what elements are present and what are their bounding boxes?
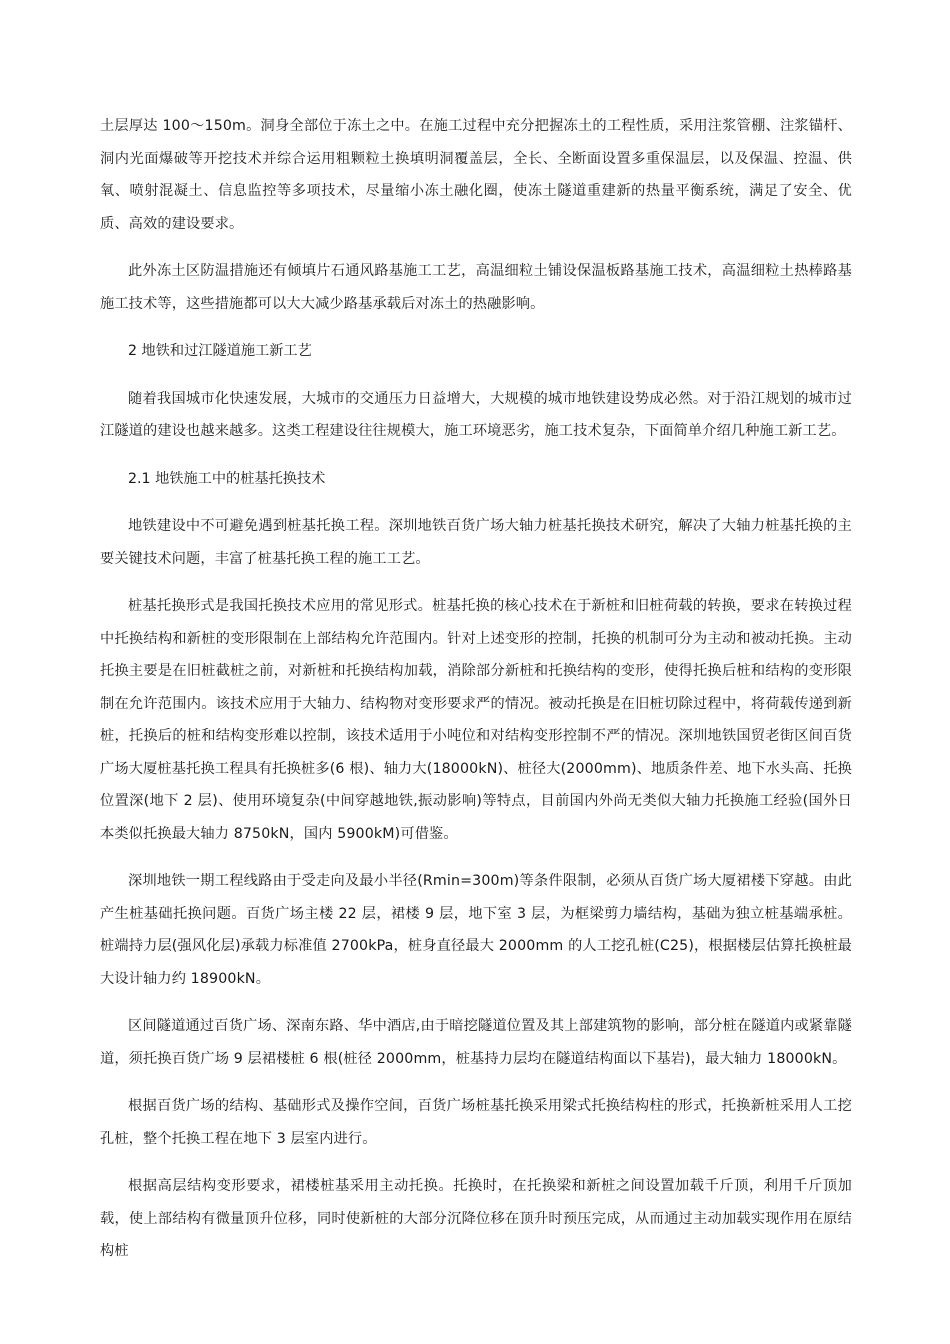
- paragraph-active-underpinning: 根据高层结构变形要求，裙楼桩基采用主动托换。托换时，在托换梁和新桩之间设置加载千斤顶，利用千斤顶加载，使上部结构有微量顶升位移，同时使新桩的大部分沉降位移在顶升时预压完成，从而通过主动加载实现作用在原结构桩: [100, 1178, 852, 1259]
- paragraph-pile-underpinning-intro: 地铁建设中不可避免遇到桩基托换工程。深圳地铁百货广场大轴力桩基托换技术研究，解决了大轴力桩基托换的主要关键技术问题，丰富了桩基托换工程的施工工艺。: [100, 518, 852, 567]
- paragraph-frozen-soil-tunnel: 土层厚达 100～150m。洞身全部位于冻土之中。在施工过程中充分把握冻土的工程性质，采用注浆管棚、注浆锚杆、洞内光面爆破等开挖技术并综合运用粗颗粒土换填明洞覆盖层，全长、全断面设置多重保温层，以及保温、控温、供氧、喷射混凝土、信息监控等多项技术，尽量缩小冻土融化圈，使冻土隧道重建新的热量平衡系统，满足了安全、优质、高效的建设要求。: [100, 118, 852, 232]
- paragraph-frozen-soil-measures: 此外冻土区防温措施还有倾填片石通风路基施工工艺，高温细粒土铺设保温板路基施工技术，高温细粒土热棒路基施工技术等，这些措施都可以大大减少路基承载后对冻土的热融影响。: [100, 263, 852, 312]
- paragraph-tunnel-route: 区间隧道通过百货广场、深南东路、华中酒店,由于暗挖隧道位置及其上部建筑物的影响，部分桩在隧道内或紧靠隧道，须托换百货广场 9 层裙楼桩 6 根(桩径 2000mm，桩基持力层均在隧道结构面以下基岩)，最大轴力 18000kN。: [100, 1018, 852, 1067]
- paragraph-shenzhen-metro-line: 深圳地铁一期工程线路由于受走向及最小半径(Rmin=300m)等条件限制，必须从百货广场大厦裙楼下穿越。由此产生桩基础托换问题。百货广场主楼 22 层，裙楼 9 层，地下室 3 层，为框梁剪力墙结构，基础为独立桩基端承桩。桩端持力层(强风化层)承载力标准值 2700kPa，桩身直径最大 2000mm 的人工挖孔桩(C25)，根据楼层估算托换桩最大设计轴力约 18900kN。: [100, 873, 852, 987]
- paragraph-underpinning-structure: 根据百货广场的结构、基础形式及操作空间，百货广场桩基托换采用梁式托换结构柱的形式，托换新桩采用人工挖孔桩，整个托换工程在地下 3 层室内进行。: [100, 1098, 852, 1147]
- document-page: [100, 110, 852, 1283]
- paragraph-urban-subway: 随着我国城市化快速发展，大城市的交通压力日益增大，大规模的城市地铁建设势成必然。对于沿江规划的城市过江隧道的建设也越来越多。这类工程建设往往规模大，施工环境恶劣，施工技术复杂，下面简单介绍几种施工新工艺。: [100, 390, 852, 439]
- paragraph-pile-underpinning-forms: 桩基托换形式是我国托换技术应用的常见形式。桩基托换的核心技术在于新桩和旧桩荷载的转换，要求在转换过程中托换结构和新桩的变形限制在上部结构允许范围内。针对上述变形的控制，托换的机制可分为主动和被动托换。主动托换主要是在旧桩截桩之前，对新桩和托换结构加载，消除部分新桩和托换结构的变形，使得托换后桩和结构的变形限制在允许范围内。该技术应用于大轴力、结构物对变形要求严的情况。被动托换是在旧桩切除过程中，将荷载传递到新桩，托换后的桩和结构变形难以控制，该技术适用于小吨位和对结构变形控制不严的情况。深圳地铁国贸老街区间百货广场大厦桩基托换工程具有托换桩多(6 根)、轴力大(18000kN)、桩径大(2000mm)、地质条件差、地下水头高、托换位置深(地下 2 层)、使用环境复杂(中间穿越地铁,振动影响)等特点，目前国内外尚无类似大轴力托换施工经验(国外日本类似托换最大轴力 8750kN，国内 5900kM)可借鉴。: [100, 598, 852, 842]
- section-heading-2-1: 2.1 地铁施工中的桩基托换技术: [128, 470, 326, 487]
- section-heading-2: 2 地铁和过江隧道施工新工艺: [128, 343, 312, 359]
